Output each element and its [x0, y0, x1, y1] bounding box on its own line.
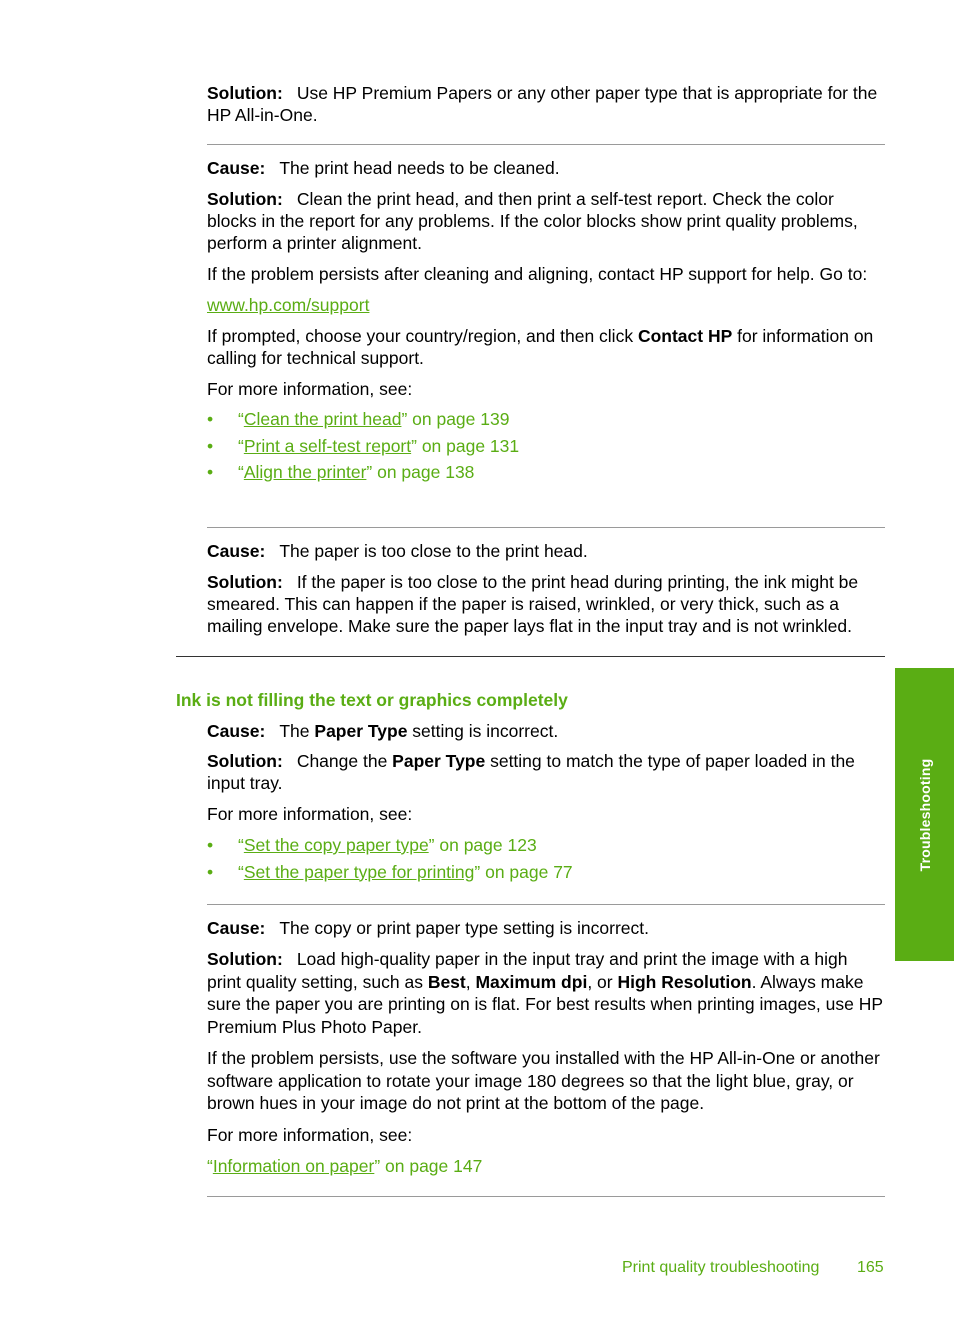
solution-paragraph — [207, 82, 885, 126]
paper-type-label: Paper Type — [314, 721, 408, 741]
maximum-dpi-label: Maximum dpi — [475, 971, 588, 992]
cause-text: The print head needs to be cleaned. — [279, 158, 560, 178]
cause-text: The copy or print paper type setting is incorrect. — [279, 918, 649, 938]
cause-label: Cause: — [207, 541, 266, 561]
solution-paragraph — [207, 571, 885, 637]
cause-block-5 — [207, 917, 885, 1177]
solution-label: Solution: — [207, 189, 283, 209]
link-align-printer[interactable]: Align the printer — [243, 462, 367, 482]
cause-paragraph — [207, 917, 885, 939]
reference-list — [207, 834, 885, 887]
divider — [207, 144, 885, 145]
footer-section-title: Print quality troubleshooting — [622, 1259, 820, 1276]
solution-paragraph: Solution: Load high-quality paper in the input tray and print the image with a high print quality setting, such as Best, Maximum dpi, or High Resolution. Always make sure the paper you are printing on is flat. For best results when printing images, use HP Premium Plus Photo Paper. — [207, 949, 883, 1037]
high-resolution-label: High Resolution — [617, 971, 752, 992]
prompt-paragraph: If prompted, choose your country/region, and then click Contact HP for information on calling for technical support. — [207, 326, 874, 368]
support-link-paragraph — [207, 294, 885, 316]
link-copy-paper-type[interactable]: Set the copy paper type — [243, 835, 429, 855]
solution-paragraph: Solution: Change the Paper Type setting to match the type of paper loaded in the input tray. — [207, 751, 855, 793]
link-paper-type-printing[interactable]: Set the paper type for printing — [243, 861, 475, 882]
side-tab — [895, 668, 954, 961]
solution-label: Solution: — [207, 949, 283, 969]
solution-label: Solution: — [207, 83, 283, 103]
link-information-on-paper[interactable]: Information on paper — [212, 1155, 375, 1176]
solution-paragraph — [207, 188, 885, 254]
divider — [207, 527, 885, 528]
footer-page-number: 165 — [857, 1259, 884, 1276]
reference-list — [207, 408, 885, 488]
bullet-icon: • — [207, 435, 214, 456]
cause-paragraph — [207, 540, 885, 562]
side-tab-label: Troubleshooting — [916, 758, 933, 871]
list-item: • “Print a self-test report” on page 131 — [207, 435, 520, 456]
cause-paragraph — [207, 157, 885, 179]
contact-hp-label: Contact HP — [637, 326, 733, 346]
section-heading: Ink is not filling the text or graphics completely — [176, 690, 568, 710]
section-divider — [176, 656, 885, 657]
more-info-text: For more information, see: — [207, 804, 413, 824]
solution-label: Solution: — [207, 751, 283, 771]
cause-block-2 — [207, 157, 885, 488]
solution-text: Use HP Premium Papers or any other paper type that is appropriate for the HP All-in-One. — [207, 83, 878, 125]
solution-text: Clean the print head, and then print a self-test report. Check the color blocks in the report for any problems. If the color blocks show print quality problems, perform a printer alignment. — [207, 189, 858, 253]
list-item: • “Align the printer” on page 138 — [207, 462, 475, 482]
cause-text: The paper is too close to the print head. — [279, 541, 588, 561]
list-item: • “Set the paper type for printing” on page 77 — [207, 861, 573, 882]
solution-text: If the paper is too close to the print head during printing, the ink might be smeared. This can happen if the paper is raised, wrinkled, or very thick, such as a mailing envelope. Make sure the paper lays flat in the input tray and is not wrinkled. — [207, 572, 859, 636]
more-info-text: For more information, see: — [207, 1124, 413, 1145]
solution-label: Solution: — [207, 572, 283, 592]
more-info-text: For more information, see: — [207, 379, 413, 399]
cause-label: Cause: — [207, 721, 266, 741]
reference-link-paragraph: “Information on paper” on page 147 — [207, 1155, 483, 1176]
bullet-icon: • — [207, 462, 214, 482]
bullet-icon: • — [207, 835, 214, 855]
persist-paragraph: If the problem persists after cleaning and aligning, contact HP support for help. Go to: — [207, 264, 868, 284]
cause-paragraph: Cause: The Paper Type setting is incorrect. — [207, 721, 559, 741]
support-link[interactable]: www.hp.com/support — [207, 295, 370, 315]
cause-block-3 — [207, 540, 885, 637]
link-clean-print-head[interactable]: Clean the print head — [243, 409, 402, 429]
bullet-icon: • — [207, 409, 214, 429]
divider — [207, 1196, 885, 1197]
paper-type-label: Paper Type — [392, 751, 486, 771]
cause-label: Cause: — [207, 918, 266, 938]
link-self-test-report[interactable]: Print a self-test report — [243, 435, 412, 456]
bullet-icon: • — [207, 861, 214, 882]
persist-paragraph: If the problem persists, use the software you installed with the HP All-in-One or another software application to rotate your image 180 degrees so that the light blue, gray, or brown hues in your image do not print at the bottom of the page. — [207, 1048, 880, 1113]
cause-label: Cause: — [207, 158, 266, 178]
cause-block-4 — [207, 720, 885, 887]
list-item: • “Clean the print head” on page 139 — [207, 409, 510, 429]
list-item: • “Set the copy paper type” on page 123 — [207, 835, 537, 855]
solution-block-1 — [207, 82, 885, 126]
best-label: Best — [427, 971, 466, 992]
divider — [207, 904, 885, 905]
